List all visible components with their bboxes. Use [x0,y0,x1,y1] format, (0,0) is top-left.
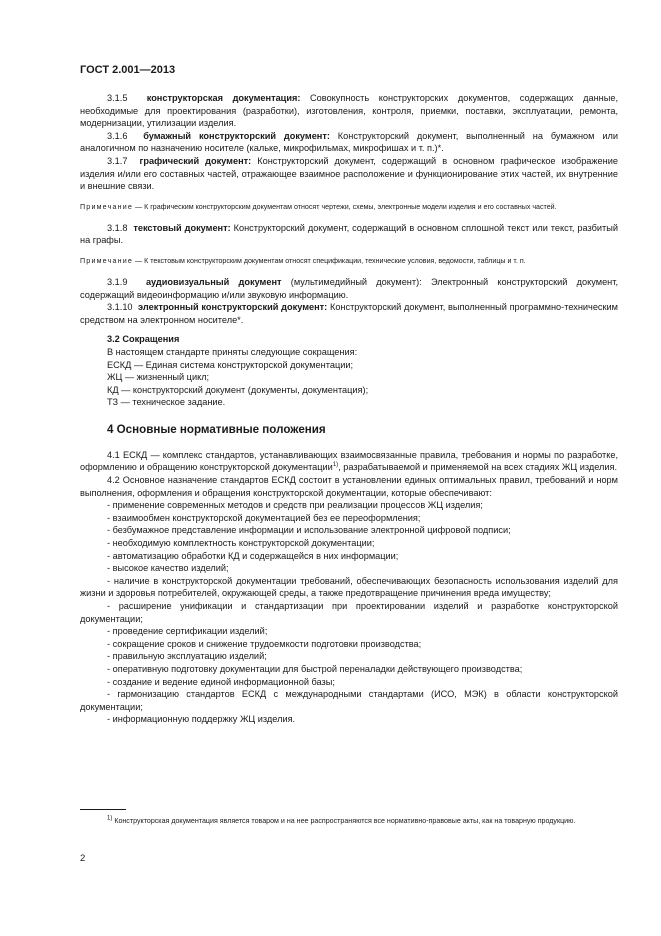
note-text-docs: Примечание — К текстовым конструкторским документам относят спецификации, технические условия, ведомости, таблицы и т. п. [80,256,526,265]
abbreviation-item: ЖЦ — жизненный цикл; [107,372,210,383]
list-item: - высокое качество изделий; [107,563,229,574]
list-item: - правильную эксплуатацию изделий; [107,651,267,662]
term: текстовый документ: [133,222,231,233]
section-3-2-title: 3.2 Сокращения [107,334,180,345]
abbreviation-item: ЕСКД — Единая система конструкторской документации; [107,359,354,370]
term: бумажный конструкторский документ: [143,130,330,141]
list-item: - расширение унификации и стандартизации при проектировании изделий и разработке конструкторской документации; [80,601,618,624]
note-graphic-docs: Примечание — К графическим конструкторским документам относят чертежи, схемы, электронные модели изделия и его составных частей. [80,202,557,211]
list-item: - информационную поддержку ЖЦ изделия. [107,714,296,725]
footnote-mark: 1) [107,815,113,822]
paragraph-4-1: 4.1 ЕСКД — комплекс стандартов, устанавливающих взаимосвязанные правила, требования и нормы по разработке, оформлению и обращению конструкторской документации$^{1)}$, разрабатываемой и применяемой на всех стадиях ЖЦ изделия. [80,449,618,473]
definition-3-1-5: 3.1.5 конструкторская документация: Совокупность конструкторских документов, содержащих данные, необходимые для проектирования (разработки), изготовления, контроля, приемки, поставки, эксплуатации, ремонта, модернизации, утилизации изделия. [80,93,619,129]
footnote-separator [80,809,126,810]
abbreviation-item: КД — конструкторский документ (документы, документация); [107,384,369,395]
document-header: ГОСТ 2.001—2013 [80,64,176,76]
definition-3-1-7: 3.1.7 графический документ: Конструкторский документ, содержащий в основном графическое изображение изделия и/или его составных частей, отражающее взаимное расположение и функционирование этих частей, их внутренние и внешние связи. [80,155,618,192]
definition-3-1-9: 3.1.9 аудиовизуальный документ (мультимедийный документ): Электронный конструкторский документ, содержащий видеоинформацию и/или звуковую информацию. [80,276,618,300]
definition-3-1-6: 3.1.6 бумажный конструкторский документ: Конструкторский документ, выполненный на бумажном или аналогичном по назначению носителе (кальке, микрофильмах, микрофишах и т. п.)*. [80,130,618,154]
list-item: - проведение сертификации изделий; [107,626,268,637]
term: конструкторская документация: [146,93,301,103]
term: аудиовизуальный документ [145,276,282,287]
paragraph-4-2: 4.2 Основное назначение стандартов ЕСКД состоит в установлении единых оптимальных правил, требований и норм выполнения, оформления и обращения конструкторской документации, которые обеспечивают: [80,475,618,498]
definition-3-1-8: 3.1.8 текстовый документ: Конструкторский документ, содержащий в основном сплошной текст или текст, разбитый на графы. [80,222,618,246]
list-item: - наличие в конструкторской документации требований, обеспечивающих безопасность использования изделий для жизни и здоровья потребителей, окружающей среды, а также предотвращение причинения вреда имуществу; [80,575,618,599]
list-item: - автоматизацию обработки КД и содержащейся в них информации; [107,550,399,561]
section-4-title: 4 Основные нормативные положения [107,422,326,436]
document-body [80,92,618,726]
list-item: - оперативную подготовку документации для быстрой переналадки действующего производства; [107,663,523,674]
term: электронный конструкторский документ: [138,302,328,313]
list-item: - безбумажное представление информации и использование электронной цифровой подписи; [107,525,511,536]
footnote-ref: 1) [332,462,339,469]
footnote: $^{1)}$ Конструкторская документация является товаром и на нее распространяются все нормативно-правовые акты, как на товарную продукцию. [107,815,576,825]
term: графический документ: [139,155,252,166]
list-item: - применение современных методов и средств при реализации процессов ЖЦ изделия; [107,500,483,511]
definition-3-1-10: 3.1.10 электронный конструкторский документ: Конструкторский документ, выполненный программно-техническим средством на электронном носителе*. [80,302,618,325]
list-item: - сокращение сроков и снижение трудоемкости подготовки производства; [107,638,422,649]
list-item: - гармонизацию стандартов ЕСКД с международными стандартами (ИСО, МЭК) в области конструкторской документации; [80,689,618,712]
page-number: 2 [80,853,86,864]
list-item: - необходимую комплектность конструкторской документации; [107,538,375,549]
abbreviations-intro: В настоящем стандарте приняты следующие сокращения: [107,346,358,357]
list-item: - взаимообмен конструкторской документацией без ее переоформления; [107,512,421,523]
abbreviation-item: ТЗ — техническое задание. [107,397,226,408]
list-item: - создание и ведение единой информационной базы; [107,676,335,687]
